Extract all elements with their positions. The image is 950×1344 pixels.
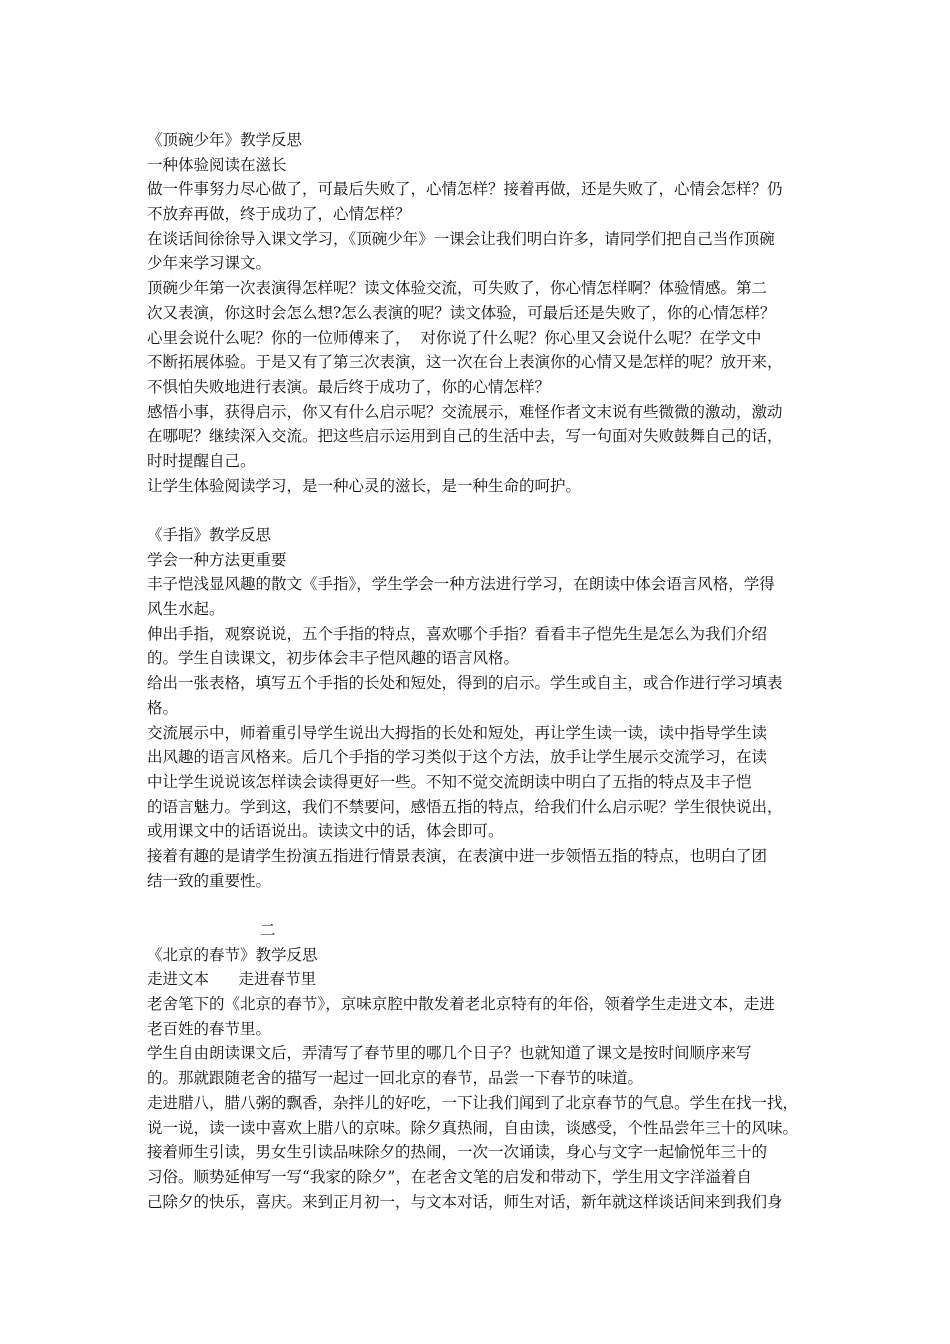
paragraph-line: 老舍笔下的《北京的春节》，京味京腔中散发着老北京特有的年俗，领着学生走进文本，走进 [147, 995, 775, 1014]
paragraph-line: 伸出手指，观察说说，五个手指的特点，喜欢哪个手指？看看丰子恺先生是怎么为我们介绍 [147, 624, 768, 643]
section-subtitle: 一种体验阅读在滋长 [147, 155, 287, 174]
paragraph-line: 给出一张表格，填写五个手指的长处和短处，得到的启示。学生或自主，或合作进行学习填表 [147, 674, 783, 693]
paragraph-line: 在哪呢？继续深入交流。把这些启示运用到自己的生活中去，写一句面对失败鼓舞自己的话， [147, 427, 783, 446]
paragraph-line: 在谈话间徐徐导入课文学习，《顶碗少年》一课会让我们明白许多，请同学们把自己当作顶碗 [147, 229, 775, 248]
section-title: 《手指》教学反思 [147, 526, 272, 544]
blank-line [147, 498, 813, 523]
paragraph-line: 己除夕的快乐，喜庆。来到正月初一，与文本对话，师生对话，新年就这样谈话间来到我们身 [147, 1192, 783, 1211]
section-title: 《顶碗少年》教学反思 [147, 131, 303, 149]
paragraph-line: 交流展示中，师着重引导学生说出大拇指的长处和短处，再让学生读一读，读中指导学生读 [147, 723, 768, 742]
paragraph-line: 的语言魅力。学到这，我们不禁要问，感悟五指的特点，给我们什么启示呢？学生很快说出， [147, 797, 783, 816]
paragraph-line: 少年来学习课文。 [147, 254, 272, 273]
section-number-mark: 二 [260, 921, 276, 939]
paragraph-line: 丰子恺浅显风趣的散文《手指》，学生学会一种方法进行学习，在朗读中体会语言风格，学得 [147, 575, 775, 594]
section-title: 《北京的春节》教学反思 [147, 945, 318, 964]
paragraph-line: 不惧怕失败地进行表演。最后终于成功了，你的心情怎样？ [147, 377, 551, 396]
paragraph-line: 或用课文中的话语说出。读读文中的话，体会即可。 [147, 822, 504, 841]
section-subtitle: 学会一种方法更重要 [147, 550, 287, 569]
paragraph-line: 接着有趣的是请学生扮演五指进行情景表演，在表演中进一步领悟五指的特点，也明白了团 [147, 846, 768, 865]
paragraph-line: 出风趣的语言风格来。后几个手指的学习类似于这个方法，放手让学生展示交流学习，在读 [147, 748, 768, 767]
document-page [147, 128, 813, 1214]
paragraph-line: 的。那就跟随老舍的描写一起过一回北京的春节，品尝一下春节的味道。 [147, 1069, 644, 1088]
blank-line [147, 893, 813, 918]
paragraph-line: 让学生体验阅读学习，是一种心灵的滋长，是一种生命的呵护。 [147, 476, 582, 495]
paragraph-line: 中让学生说说该怎样读会读得更好一些。不知不觉交流朗读中明白了五指的特点及丰子恺 [147, 772, 752, 791]
paragraph-line: 说一说，读一读中喜欢上腊八的京味。除夕真热闹，自由读，谈感受，个性品尝年三十的风味。 [147, 1118, 799, 1137]
paragraph-line: 不放弃再做，终于成功了，心情怎样？ [147, 205, 411, 224]
paragraph-line: 学生自由朗读课文后，弄清写了春节里的哪几个日子？也就知道了课文是按时间顺序来写 [147, 1044, 752, 1063]
paragraph-line: 次又表演，你这时会怎么想?怎么表演的呢？读文体验，可最后还是失败了，你的心情怎样？ [147, 303, 776, 322]
paragraph-line: 心里会说什么呢？你的一位师傅来了， 对你说了什么呢？你心里又会说什么呢？在学文中 [147, 328, 762, 347]
paragraph-line: 格。 [147, 698, 179, 717]
paragraph-line: 接着师生引读，男女生引读品味除夕的热闹，一次一次诵读，身心与文字一起愉悦年三十的 [147, 1143, 768, 1162]
paragraph-line: 的。学生自读课文，初步体会丰子恺风趣的语言风格。 [147, 649, 520, 668]
paragraph-line: 感悟小事，获得启示，你又有什么启示呢？交流展示，难怪作者文末说有些微微的激动，激动 [147, 402, 783, 421]
paragraph-line: 做一件事努力尽心做了，可最后失败了，心情怎样？接着再做，还是失败了，心情会怎样？仍 [147, 180, 783, 199]
section-subtitle: 走进文本 走进春节里 [147, 970, 317, 989]
paragraph-line: 不断拓展体验。于是又有了第三次表演，这一次在台上表演你的心情又是怎样的呢？放开来， [147, 353, 783, 372]
paragraph-line: 风生水起。 [147, 600, 225, 619]
paragraph-line: 顶碗少年第一次表演得怎样呢？读文体验交流，可失败了，你心情怎样啊？体验情感。第二 [147, 279, 768, 298]
paragraph-line: 习俗。顺势延伸写一写“我家的除夕”，在老舍文笔的启发和带动下，学生用文字洋溢着自 [147, 1167, 752, 1186]
paragraph-line: 时时提醒自己。 [147, 451, 256, 470]
paragraph-line: 老百姓的春节里。 [147, 1019, 272, 1038]
paragraph-line: 结一致的重要性。 [147, 871, 272, 890]
paragraph-line: 走进腊八，腊八粥的飘香，杂拌儿的好吃，一下让我们闻到了北京春节的气息。学生在找一找， [147, 1093, 799, 1112]
